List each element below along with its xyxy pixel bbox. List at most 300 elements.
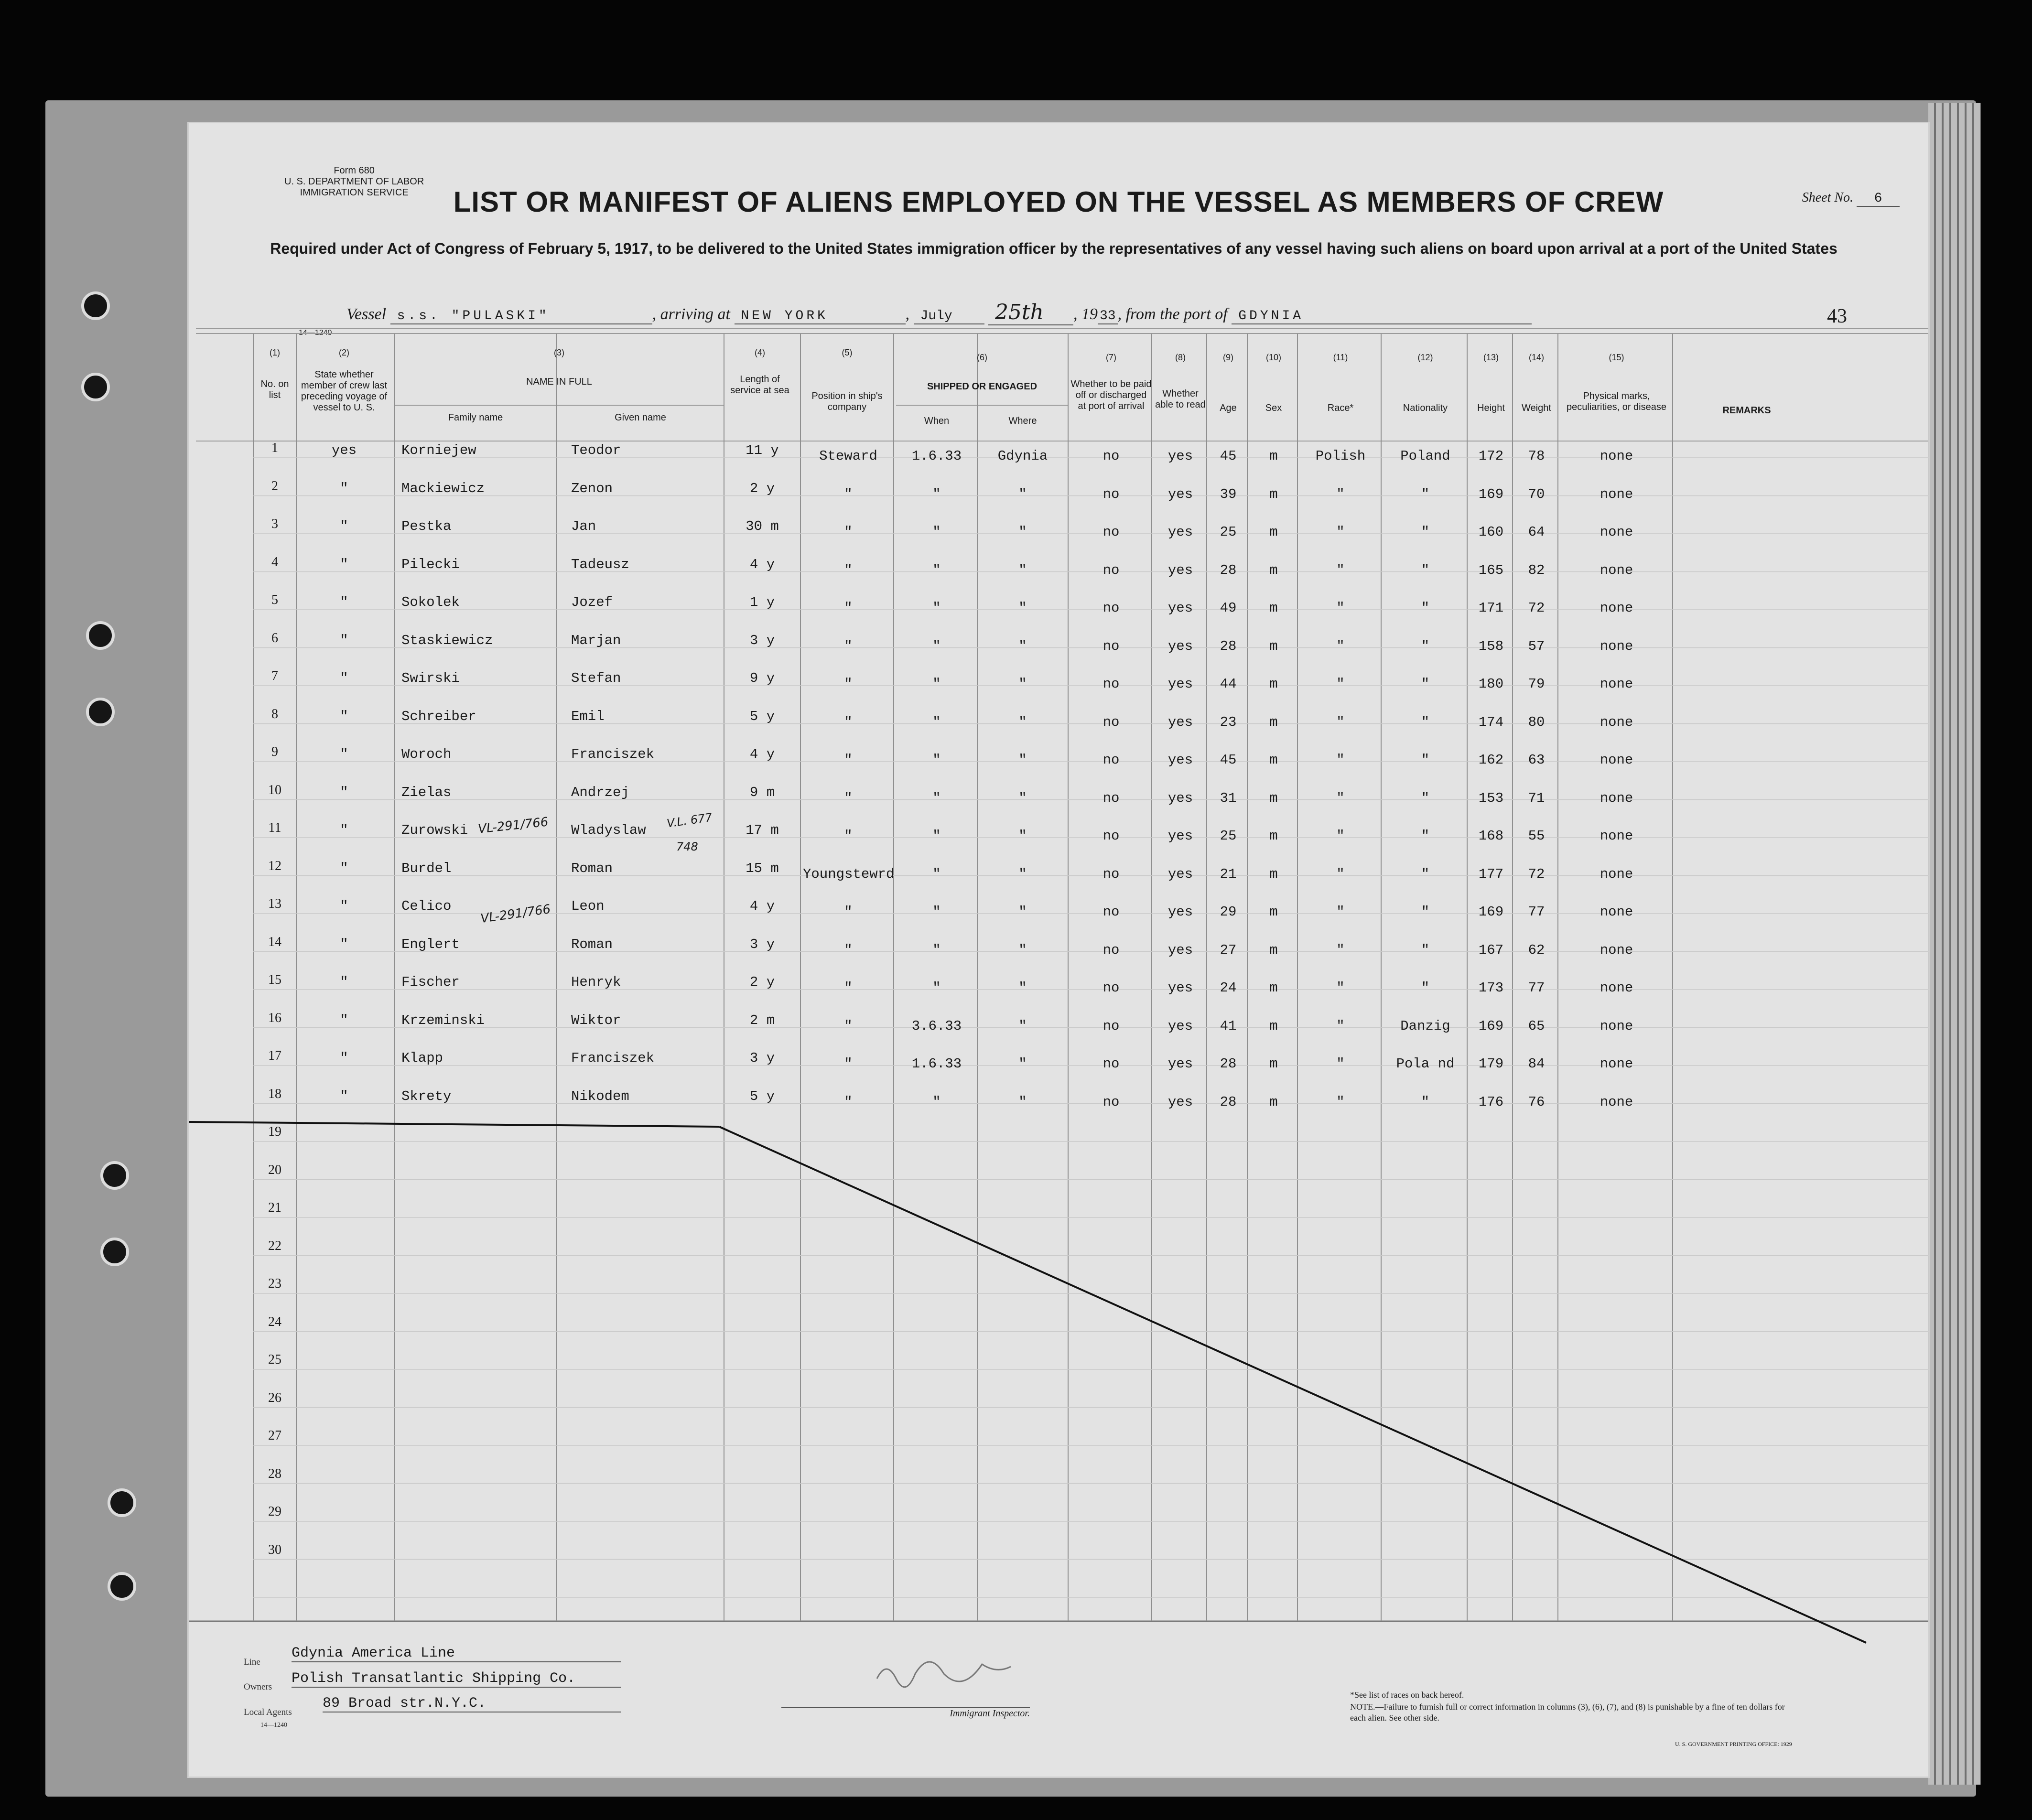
shipped-where-cell: " [1018, 866, 1027, 882]
shipped-when-cell: " [932, 980, 941, 996]
sex-cell: m [1269, 752, 1278, 768]
position-cell: " [844, 600, 853, 616]
shipped-where-cell: " [1018, 524, 1027, 540]
given-name-cell: Roman [571, 936, 613, 952]
position-cell: " [844, 980, 853, 996]
given-name-cell: Marjan [571, 632, 621, 648]
owners-label: Owners [244, 1682, 272, 1692]
shipped-where-cell: " [1018, 638, 1027, 654]
given-name-cell: Andrzej [571, 784, 629, 800]
row-number: 26 [268, 1390, 281, 1405]
able-to-read-cell: yes [1167, 790, 1193, 806]
row-number: 30 [268, 1542, 281, 1557]
vessel-name: s.s. "PULASKI" [390, 309, 652, 324]
family-name-cell: Pestka [401, 518, 452, 534]
age-cell: 44 [1220, 676, 1237, 692]
sex-cell: m [1269, 904, 1278, 920]
shipped-where-cell: " [1018, 828, 1027, 844]
able-to-read-cell: yes [1167, 904, 1193, 920]
race-cell: " [1336, 1056, 1345, 1072]
prev-voyage-cell: " [340, 860, 348, 876]
paid-off-cell: no [1102, 752, 1120, 768]
given-name-cell: Wiktor [571, 1012, 621, 1028]
paid-off-cell: no [1102, 1094, 1120, 1110]
height-cell: 174 [1478, 714, 1504, 730]
shipped-when-cell: " [932, 904, 941, 920]
col12-header: Nationality [1403, 403, 1448, 413]
row-number: 11 [268, 820, 281, 835]
able-to-read-cell: yes [1167, 562, 1193, 578]
year-prefix: , 19 [1073, 305, 1098, 323]
able-to-read-cell: yes [1167, 866, 1193, 882]
nationality-cell: " [1421, 714, 1430, 730]
physical-marks-cell: none [1600, 600, 1633, 616]
weight-cell: 84 [1528, 1056, 1545, 1072]
race-cell: " [1336, 524, 1345, 540]
shipped-when-cell: " [932, 562, 941, 578]
form-code: 14—1240 [299, 329, 332, 337]
nationality-cell: " [1421, 752, 1430, 768]
physical-marks-cell: none [1600, 752, 1633, 768]
sex-cell: m [1269, 980, 1278, 996]
col5-number: (5) [842, 348, 853, 357]
nationality-cell: " [1421, 790, 1430, 806]
form-service: IMMIGRATION SERVICE [300, 187, 409, 198]
col6b-header: Where [1008, 416, 1037, 426]
age-cell: 45 [1220, 752, 1237, 768]
race-cell: " [1336, 752, 1345, 768]
sex-cell: m [1269, 1018, 1278, 1034]
prev-voyage-cell: " [340, 594, 348, 610]
col2-header: State whether member of crew last preceding voyage of vessel to U. S. [301, 369, 388, 413]
weight-cell: 77 [1528, 904, 1545, 920]
service-length-cell: 3 y [749, 936, 775, 952]
height-cell: 172 [1478, 448, 1504, 464]
height-cell: 165 [1478, 562, 1504, 578]
physical-marks-cell: none [1600, 904, 1633, 920]
weight-cell: 64 [1528, 524, 1545, 540]
race-cell: " [1336, 866, 1345, 882]
weight-cell: 72 [1528, 600, 1545, 616]
age-cell: 31 [1220, 790, 1237, 806]
nationality-cell: " [1421, 638, 1430, 654]
family-name-cell: Klapp [401, 1050, 443, 1066]
height-cell: 169 [1478, 904, 1504, 920]
row-number: 20 [268, 1162, 281, 1177]
shipped-when-cell: " [932, 676, 941, 692]
binder-hole [108, 1488, 136, 1517]
shipped-where-cell: " [1018, 1018, 1027, 1034]
row-number: 1 [271, 441, 278, 455]
row-number: 7 [271, 668, 278, 683]
family-name-cell: Sokolek [401, 594, 460, 610]
physical-marks-cell: none [1600, 1094, 1633, 1110]
weight-cell: 80 [1528, 714, 1545, 730]
col14-header: Weight [1522, 403, 1551, 413]
col14-number: (14) [1528, 353, 1544, 362]
nationality-cell: " [1421, 1094, 1430, 1110]
given-name-cell: Jan [571, 518, 596, 534]
races-note: *See list of races on back hereof. [1350, 1690, 1464, 1700]
paid-off-cell: no [1102, 942, 1120, 958]
paid-off-cell: no [1102, 866, 1120, 882]
given-name-cell: Teodor [571, 442, 621, 458]
service-length-cell: 5 y [749, 1088, 775, 1104]
page-subtitle: Required under Act of Congress of February 5, 1917, to be delivered to the United States immigration officer by the representatives of any vessel having such aliens on board upon arrival at a port of the United States [270, 240, 1837, 257]
race-cell: " [1336, 1094, 1345, 1110]
col2-number: (2) [339, 348, 349, 357]
row-number: 22 [268, 1238, 281, 1253]
shipped-when-cell: " [932, 866, 941, 882]
family-name-cell: Schreiber [401, 708, 476, 724]
paid-off-cell: no [1102, 486, 1120, 502]
shipped-where-cell: " [1018, 486, 1027, 502]
weight-cell: 63 [1528, 752, 1545, 768]
form-number: Form 680 [334, 165, 375, 176]
sex-cell: m [1269, 486, 1278, 502]
shipped-where-cell: " [1018, 714, 1027, 730]
given-name-cell: Jozef [571, 594, 613, 610]
physical-marks-cell: none [1600, 486, 1633, 502]
family-name-cell: Mackiewicz [401, 480, 485, 496]
nationality-cell: " [1421, 524, 1430, 540]
paid-off-cell: no [1102, 676, 1120, 692]
service-length-cell: 3 y [749, 632, 775, 648]
nationality-cell: " [1421, 600, 1430, 616]
position-cell: " [844, 524, 853, 540]
weight-cell: 82 [1528, 562, 1545, 578]
age-cell: 24 [1220, 980, 1237, 996]
shipped-when-cell: " [932, 486, 941, 502]
prev-voyage-cell: " [340, 784, 348, 800]
sheet-number-label: Sheet No. [1802, 190, 1853, 205]
nationality-cell: " [1421, 828, 1430, 844]
position-cell: " [844, 486, 853, 502]
paid-off-cell: no [1102, 790, 1120, 806]
shipped-when-cell: " [932, 828, 941, 844]
given-name-cell: Roman [571, 860, 613, 876]
physical-marks-cell: none [1600, 638, 1633, 654]
row-number: 25 [268, 1352, 281, 1367]
col11-header: Race* [1327, 403, 1354, 413]
service-length-cell: 9 y [749, 670, 775, 686]
physical-marks-cell: none [1600, 1018, 1633, 1034]
position-cell: Youngstewrd [803, 866, 895, 882]
shipped-when-cell: 1.6.33 [911, 1056, 962, 1072]
agents-label: Local Agents [244, 1707, 292, 1717]
physical-marks-cell: none [1600, 866, 1633, 882]
nationality-cell: " [1421, 562, 1430, 578]
position-cell: " [844, 676, 853, 692]
paid-off-cell: no [1102, 1056, 1120, 1072]
arrival-month: July [914, 309, 984, 324]
age-cell: 28 [1220, 1056, 1237, 1072]
remarks-header: REMARKS [1722, 405, 1771, 416]
family-name-cell: Zielas [401, 784, 452, 800]
position-cell: " [844, 942, 853, 958]
vessel-label: Vessel [346, 305, 387, 323]
service-length-cell: 15 m [746, 860, 779, 876]
race-cell: " [1336, 676, 1345, 692]
weight-cell: 71 [1528, 790, 1545, 806]
row-number: 18 [268, 1086, 281, 1101]
shipped-when-cell: " [932, 600, 941, 616]
row-number: 17 [268, 1048, 281, 1063]
age-cell: 45 [1220, 448, 1237, 464]
sex-cell: m [1269, 866, 1278, 882]
age-cell: 28 [1220, 1094, 1237, 1110]
height-cell: 171 [1478, 600, 1504, 616]
paid-off-cell: no [1102, 714, 1120, 730]
shipped-where-cell: " [1018, 752, 1027, 768]
prev-voyage-cell: " [340, 746, 348, 762]
physical-marks-cell: none [1600, 562, 1633, 578]
prev-voyage-cell: " [340, 822, 348, 838]
physical-marks-cell: none [1600, 980, 1633, 996]
service-length-cell: 4 y [749, 556, 775, 572]
position-cell: " [844, 638, 853, 654]
family-name-cell: Pilecki [401, 556, 460, 572]
service-length-cell: 9 m [749, 784, 775, 800]
col7-header: Whether to be paid off or discharged at port of arrival [1070, 379, 1152, 411]
sex-cell: m [1269, 828, 1278, 844]
sheet-number-value: 6 [1857, 191, 1900, 207]
paid-off-cell: no [1102, 562, 1120, 578]
given-name-cell: Nikodem [571, 1088, 629, 1104]
able-to-read-cell: yes [1167, 1056, 1193, 1072]
service-length-cell: 30 m [746, 518, 779, 534]
height-cell: 180 [1478, 676, 1504, 692]
penalty-note: NOTE.—Failure to furnish full or correct information in columns (3), (6), (7), and (8) is punishable by a fine of ten dollars for each alien. See other side. [1350, 1702, 1785, 1723]
age-cell: 39 [1220, 486, 1237, 502]
nationality-cell: " [1421, 942, 1430, 958]
row-number: 10 [268, 782, 281, 797]
binder-hole [81, 373, 110, 401]
row-number: 4 [271, 554, 278, 570]
row-number: 28 [268, 1466, 281, 1481]
race-cell: " [1336, 600, 1345, 616]
row-number: 21 [268, 1200, 281, 1215]
shipped-where-cell: " [1018, 600, 1027, 616]
physical-marks-cell: none [1600, 676, 1633, 692]
race-cell: " [1336, 714, 1345, 730]
race-cell: " [1336, 562, 1345, 578]
binder-hole [86, 621, 115, 650]
prev-voyage-cell: " [340, 708, 348, 724]
shipped-where-cell: " [1018, 980, 1027, 996]
sex-cell: m [1269, 638, 1278, 654]
height-cell: 179 [1478, 1056, 1504, 1072]
family-name-cell: Korniejew [401, 442, 476, 458]
prev-voyage-cell: " [340, 936, 348, 952]
able-to-read-cell: yes [1167, 486, 1193, 502]
paid-off-cell: no [1102, 980, 1120, 996]
able-to-read-cell: yes [1167, 524, 1193, 540]
able-to-read-cell: yes [1167, 752, 1193, 768]
paid-off-cell: no [1102, 1018, 1120, 1034]
annotation-number: 748 [676, 840, 698, 853]
weight-cell: 78 [1528, 448, 1545, 464]
position-cell: " [844, 904, 853, 920]
inspector-label: Immigrant Inspector. [781, 1707, 1030, 1719]
annotation-vl-number: VL-291/766 [479, 902, 552, 926]
annotation-vl-number: V.L. 677 [666, 810, 713, 830]
given-name-cell: Tadeusz [571, 556, 629, 572]
position-cell: " [844, 828, 853, 844]
age-cell: 28 [1220, 562, 1237, 578]
height-cell: 168 [1478, 828, 1504, 844]
race-cell: " [1336, 1018, 1345, 1034]
age-cell: 28 [1220, 638, 1237, 654]
sex-cell: m [1269, 562, 1278, 578]
col6a-header: When [924, 416, 950, 426]
race-cell: " [1336, 486, 1345, 502]
physical-marks-cell: none [1600, 448, 1633, 464]
col4-header: Length of service at sea [730, 374, 789, 396]
weight-cell: 62 [1528, 942, 1545, 958]
position-cell: " [844, 790, 853, 806]
row-number: 16 [268, 1010, 281, 1025]
race-cell: " [1336, 790, 1345, 806]
agents-value: 89 Broad str.N.Y.C. [323, 1695, 621, 1712]
departure-port: GDYNIA [1232, 309, 1532, 324]
age-cell: 27 [1220, 942, 1237, 958]
col3-header: NAME IN FULL [526, 377, 592, 387]
given-name-cell: Franciszek [571, 1050, 655, 1066]
annotation-vl-number: VL-291/766 [477, 815, 549, 837]
able-to-read-cell: yes [1167, 638, 1193, 654]
family-name-cell: Staskiewicz [401, 632, 493, 648]
weight-cell: 77 [1528, 980, 1545, 996]
age-cell: 25 [1220, 828, 1237, 844]
age-cell: 23 [1220, 714, 1237, 730]
position-cell: " [844, 1056, 853, 1072]
shipped-where-cell: " [1018, 790, 1027, 806]
binder-hole [86, 698, 115, 726]
binder-edge [1928, 103, 1981, 1785]
position-cell: " [844, 752, 853, 768]
sex-cell: m [1269, 524, 1278, 540]
height-cell: 158 [1478, 638, 1504, 654]
service-length-cell: 11 y [746, 442, 779, 458]
service-length-cell: 2 y [749, 480, 775, 496]
port-label: , from the port of [1117, 305, 1228, 323]
shipped-where-cell: " [1018, 1056, 1027, 1072]
col15-header: Physical marks, peculiarities, or disease [1567, 391, 1666, 412]
given-name-cell: Emil [571, 708, 605, 724]
height-cell: 160 [1478, 524, 1504, 540]
physical-marks-cell: none [1600, 790, 1633, 806]
prev-voyage-cell: " [340, 1050, 348, 1066]
shipped-when-cell: " [932, 714, 941, 730]
col8-number: (8) [1175, 353, 1186, 362]
row-number: 5 [271, 592, 278, 607]
service-length-cell: 4 y [749, 746, 775, 762]
family-name-cell: Zurowski [401, 822, 468, 838]
prev-voyage-cell: " [340, 632, 348, 648]
col6-number: (6) [977, 353, 987, 362]
able-to-read-cell: yes [1167, 676, 1193, 692]
paid-off-cell: no [1102, 638, 1120, 654]
given-name-cell: Leon [571, 898, 605, 914]
race-cell: " [1336, 942, 1345, 958]
agents-form-code: 14—1240 [260, 1722, 287, 1729]
prev-voyage-cell: " [340, 1088, 348, 1104]
row-number: 15 [268, 972, 281, 987]
physical-marks-cell: none [1600, 714, 1633, 730]
race-cell: " [1336, 904, 1345, 920]
weight-cell: 57 [1528, 638, 1545, 654]
binder-hole [108, 1572, 136, 1601]
position-cell: " [844, 1094, 853, 1110]
prev-voyage-cell: " [340, 480, 348, 496]
family-name-cell: Krzeminski [401, 1012, 485, 1028]
paid-off-cell: no [1102, 828, 1120, 844]
shipped-where-cell: " [1018, 1094, 1027, 1110]
row-number: 24 [268, 1314, 281, 1329]
arrival-year: 33 [1098, 309, 1118, 324]
service-length-cell: 17 m [746, 822, 779, 838]
binder-hole [81, 291, 110, 320]
col13-header: Height [1477, 403, 1505, 413]
paid-off-cell: no [1102, 524, 1120, 540]
shipped-when-cell: " [932, 638, 941, 654]
age-cell: 25 [1220, 524, 1237, 540]
owners-value: Polish Transatlantic Shipping Co. [292, 1670, 621, 1688]
prev-voyage-cell: " [340, 1012, 348, 1028]
arrival-day: 25th [988, 300, 1073, 325]
col1-number: (1) [270, 348, 280, 357]
nationality-cell: " [1421, 980, 1430, 996]
given-name-cell: Franciszek [571, 746, 655, 762]
position-cell: Steward [819, 448, 877, 464]
height-cell: 167 [1478, 942, 1504, 958]
form-department: U. S. DEPARTMENT OF LABOR [284, 176, 424, 187]
able-to-read-cell: yes [1167, 1094, 1193, 1110]
able-to-read-cell: yes [1167, 1018, 1193, 1034]
weight-cell: 72 [1528, 866, 1545, 882]
age-cell: 41 [1220, 1018, 1237, 1034]
able-to-read-cell: yes [1167, 714, 1193, 730]
height-cell: 177 [1478, 866, 1504, 882]
race-cell: Polish [1315, 448, 1366, 464]
col3a-header: Family name [448, 412, 503, 423]
position-cell: " [844, 1018, 853, 1034]
col9-number: (9) [1223, 353, 1233, 362]
nationality-cell: " [1421, 676, 1430, 692]
sex-cell: m [1269, 942, 1278, 958]
prev-voyage-cell: " [340, 518, 348, 534]
age-cell: 49 [1220, 600, 1237, 616]
weight-cell: 70 [1528, 486, 1545, 502]
given-name-cell: Stefan [571, 670, 621, 686]
weight-cell: 65 [1528, 1018, 1545, 1034]
row-number: 13 [268, 896, 281, 911]
line-label: Line [244, 1657, 260, 1667]
col6-header: SHIPPED OR ENGAGED [927, 381, 1038, 392]
paid-off-cell: no [1102, 448, 1120, 464]
able-to-read-cell: yes [1167, 942, 1193, 958]
family-name-cell: Englert [401, 936, 460, 952]
prev-voyage-cell: " [340, 556, 348, 572]
shipped-where-cell: " [1018, 942, 1027, 958]
race-cell: " [1336, 980, 1345, 996]
paid-off-cell: no [1102, 904, 1120, 920]
age-cell: 21 [1220, 866, 1237, 882]
height-cell: 169 [1478, 1018, 1504, 1034]
physical-marks-cell: none [1600, 1056, 1633, 1072]
row-number: 14 [268, 934, 281, 949]
